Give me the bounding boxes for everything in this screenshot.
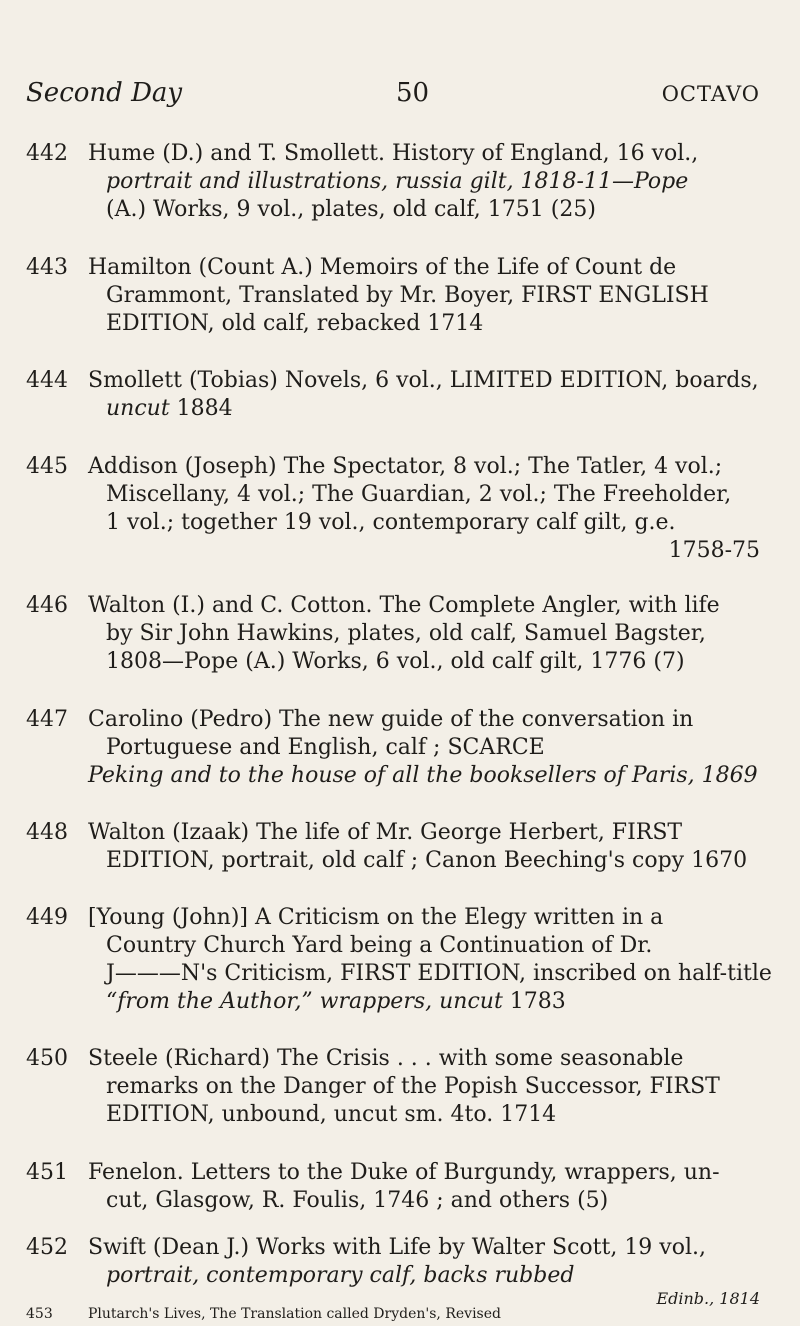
- lot-text: portrait and illustrations, russia gilt, 1818-11—Pope: [106, 169, 689, 194]
- lot-449: [26, 904, 772, 1016]
- lot-text: Peking and to the house of all the booksellers of Paris, 1869: [88, 763, 758, 788]
- lot-date: 1884: [176, 396, 233, 421]
- day-heading: Second Day: [26, 78, 183, 108]
- lot-text: Hamilton (Count A.) Memoirs of the Life of Count de: [88, 255, 677, 280]
- lot-number: 445: [26, 454, 68, 479]
- lot-text: cut, Glasgow, R. Foulis, 1746 ; and others: [106, 1188, 571, 1213]
- lot-text: (A.) Works, 9 vol., plates, old calf, 1751: [106, 197, 544, 222]
- lot-text: EDITION, unbound, uncut: [106, 1102, 398, 1127]
- lot-number: 451: [26, 1160, 68, 1185]
- lot-text-row: [88, 196, 760, 224]
- lot-text: EDITION, portrait, old calf ; Canon Beeching's copy: [106, 848, 685, 873]
- lot-number: 447: [26, 707, 68, 732]
- lot-444: [26, 367, 760, 423]
- lot-format-date: sm. 4to. 1714: [404, 1102, 557, 1127]
- lot-text: 1808—Pope (A.) Works, 6 vol., old calf gilt, 1776: [106, 649, 647, 674]
- lot-445: [26, 453, 760, 565]
- lot-text: “from the Author,” wrappers, uncut: [106, 989, 503, 1014]
- lot-count: (5): [577, 1188, 609, 1213]
- lot-number: 452: [26, 1235, 68, 1260]
- lot-text: [Young (John)] A Criticism on the Elegy written in a: [88, 905, 664, 930]
- lot-text: Addison (Joseph) The Spectator, 8 vol.; The Tatler, 4 vol.;: [88, 454, 723, 479]
- lot-text-row: [88, 648, 760, 676]
- lot-text-row: [88, 1101, 760, 1129]
- lot-448: [26, 819, 760, 875]
- lot-number: 442: [26, 141, 68, 166]
- lot-number: 453: [26, 1306, 53, 1322]
- lot-452: [26, 1234, 760, 1290]
- lot-number: 444: [26, 368, 68, 393]
- lot-text: Swift (Dean J.) Works with Life by Walter Scott, 19 vol.,: [88, 1235, 706, 1260]
- lot-count: (25): [550, 197, 596, 222]
- lot-text: Hume (D.) and T. Smollett. History of England, 16 vol.,: [88, 141, 699, 166]
- lot-text-row: [88, 847, 760, 875]
- lot-text: Miscellany, 4 vol.; The Guardian, 2 vol.; The Freeholder,: [106, 482, 732, 507]
- lot-text: portrait, contemporary calf, backs rubbed: [106, 1263, 575, 1288]
- lot-number: 443: [26, 255, 68, 280]
- lot-451: [26, 1159, 760, 1215]
- lot-443: [26, 254, 760, 338]
- lot-text: Walton (I.) and C. Cotton. The Complete Angler, with life: [88, 593, 720, 618]
- lot-text: Steele (Richard) The Crisis . . . with some seasonable: [88, 1046, 684, 1071]
- lot-text: Carolino (Pedro) The new guide of the conversation in: [88, 707, 694, 732]
- lot-447: [26, 706, 760, 790]
- lot-text: Portuguese and English, calf ; SCARCE: [106, 735, 545, 760]
- lot-date: 1783: [509, 989, 566, 1014]
- page-number: 50: [396, 78, 430, 108]
- lot-text: uncut: [106, 396, 170, 421]
- lot-text: Plutarch's Lives, The Translation called Dryden's, Revised: [88, 1306, 501, 1322]
- lot-number: 446: [26, 593, 68, 618]
- lot-text: by Sir John Hawkins, plates, old calf, Samuel Bagster,: [106, 621, 706, 646]
- lot-text-row: [88, 395, 760, 423]
- format-heading: OCTAVO: [661, 82, 760, 106]
- lot-number: 449: [26, 905, 68, 930]
- lot-453: [26, 1306, 760, 1322]
- lot-text-row: [88, 310, 760, 338]
- page-header: [26, 78, 760, 118]
- lot-text: J———N's Criticism, FIRST EDITION, inscribed on half-title: [106, 961, 772, 986]
- lot-text: EDITION, old calf, rebacked: [106, 311, 421, 336]
- lot-text: remarks on the Danger of the Popish Successor, FIRST: [106, 1074, 720, 1099]
- lot-date: 1714: [427, 311, 484, 336]
- lot-text: Walton (Izaak) The life of Mr. George Herbert, FIRST: [88, 820, 683, 845]
- lot-text: Fenelon. Letters to the Duke of Burgundy, wrappers, un-: [88, 1160, 720, 1185]
- lot-442: [26, 140, 760, 224]
- lot-text-row: [88, 988, 760, 1016]
- lot-text: Grammont, Translated by Mr. Boyer, FIRST ENGLISH: [106, 283, 709, 308]
- lot-text: 1 vol.; together 19 vol., contemporary calf gilt, g.e.: [106, 510, 676, 535]
- lot-number: 448: [26, 820, 68, 845]
- lot-text: Country Church Yard being a Continuation of Dr.: [106, 933, 653, 958]
- lot-446: [26, 592, 760, 676]
- lot-date: 1670: [691, 848, 748, 873]
- lot-date: Edinb., 1814: [656, 1289, 760, 1308]
- lot-450: [26, 1045, 760, 1129]
- lot-number: 450: [26, 1046, 68, 1071]
- lot-text: Smollett (Tobias) Novels, 6 vol., LIMITED EDITION, boards,: [88, 368, 759, 393]
- lot-count: (7): [653, 649, 685, 674]
- lot-date: 1758-75: [668, 538, 760, 563]
- lot-text-row: [88, 1187, 760, 1215]
